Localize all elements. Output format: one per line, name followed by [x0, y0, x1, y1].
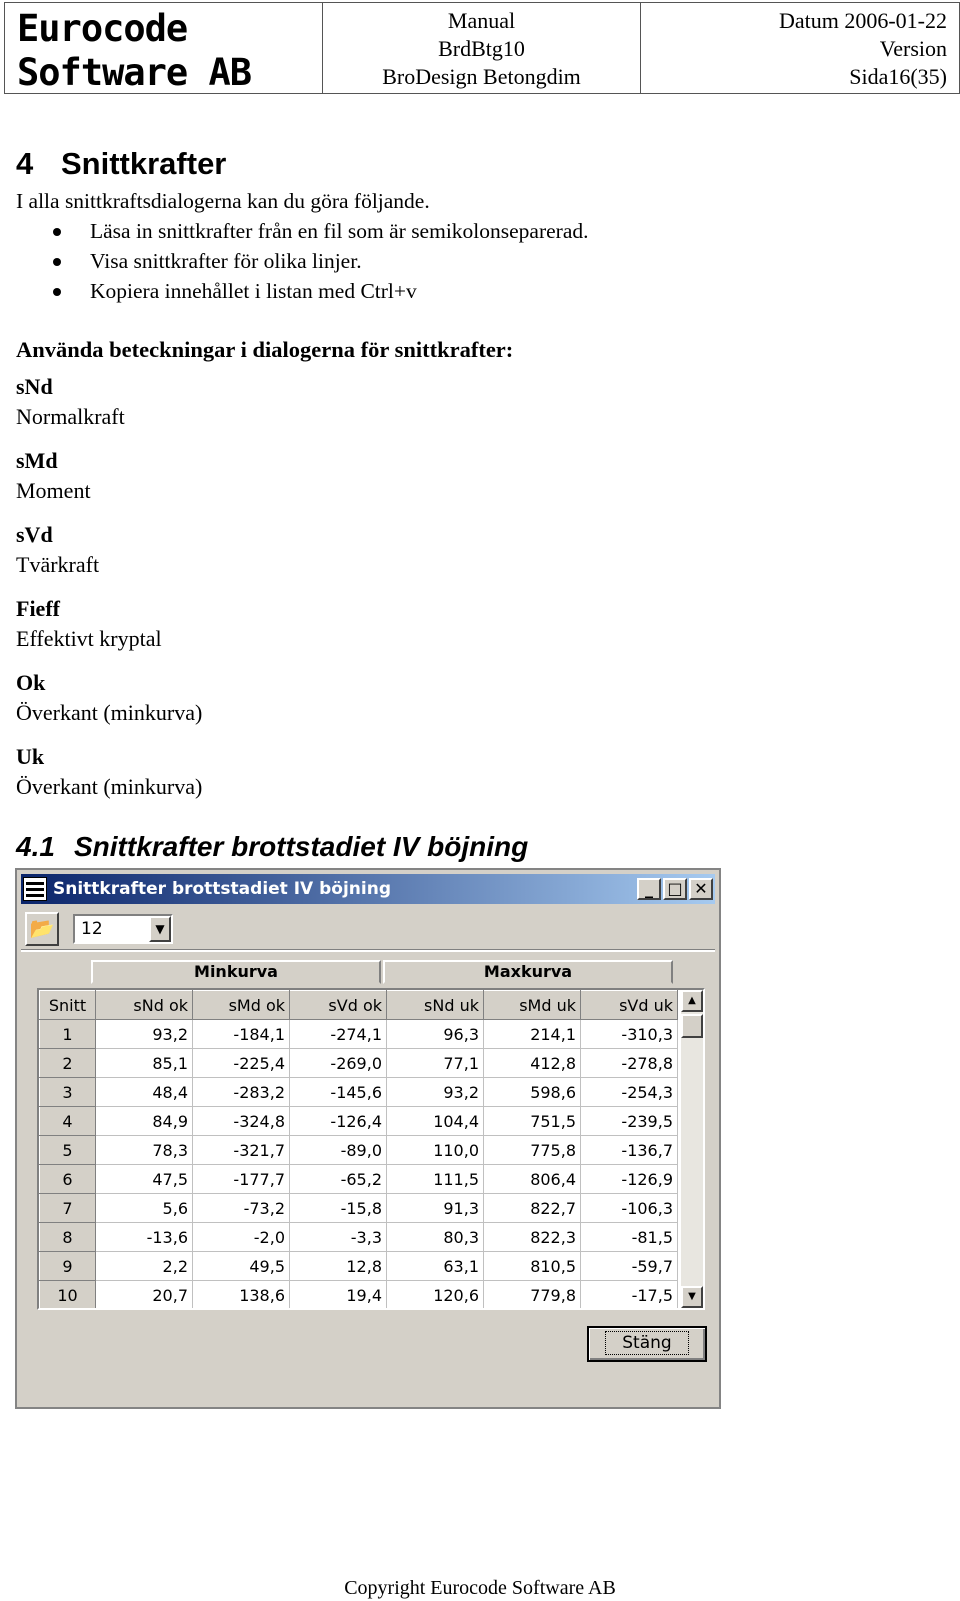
table-cell[interactable]: -17,5 — [581, 1281, 678, 1310]
company-name: Eurocode Software AB — [5, 3, 323, 93]
column-header[interactable]: sNd ok — [96, 991, 193, 1020]
row-header[interactable]: 6 — [40, 1165, 96, 1194]
term-name: sNd — [16, 374, 53, 399]
table-cell[interactable]: -89,0 — [290, 1136, 387, 1165]
table-cell[interactable]: 85,1 — [96, 1049, 193, 1078]
chevron-down-icon[interactable]: ▼ — [149, 916, 171, 942]
forces-table — [39, 990, 678, 1310]
table-cell[interactable]: 93,2 — [96, 1020, 193, 1049]
table-cell[interactable]: 5,6 — [96, 1194, 193, 1223]
section-number: 4 — [16, 146, 34, 181]
table-cell[interactable]: 84,9 — [96, 1107, 193, 1136]
dialog-titlebar[interactable] — [21, 874, 715, 904]
table-cell[interactable]: -126,9 — [581, 1165, 678, 1194]
table-row[interactable] — [40, 1136, 678, 1165]
term-description: Överkant (minkurva) — [16, 774, 203, 799]
row-header[interactable]: 10 — [40, 1281, 96, 1310]
table-cell[interactable]: -239,5 — [581, 1107, 678, 1136]
page-number: Sida16(35) — [849, 64, 947, 89]
section-forces-grid[interactable] — [37, 988, 705, 1310]
table-cell[interactable]: -126,4 — [290, 1107, 387, 1136]
table-body — [40, 1020, 678, 1310]
table-row[interactable] — [40, 1020, 678, 1049]
minimize-button[interactable]: _ — [637, 878, 661, 900]
table-cell[interactable]: 806,4 — [484, 1165, 581, 1194]
row-header[interactable]: 8 — [40, 1223, 96, 1252]
column-header[interactable]: sMd ok — [193, 991, 290, 1020]
column-header[interactable]: sVd ok — [290, 991, 387, 1020]
list-item: Visa snittkrafter för olika linjer. — [50, 246, 589, 276]
dialog-title: Snittkrafter brottstadiet IV böjning — [53, 879, 391, 899]
table-row[interactable] — [40, 1281, 678, 1310]
table-row[interactable] — [40, 1107, 678, 1136]
page-footer: Copyright Eurocode Software AB — [344, 1577, 616, 1599]
row-header[interactable]: 4 — [40, 1107, 96, 1136]
term-description: Effektivt kryptal — [16, 626, 162, 651]
table-cell[interactable]: -283,2 — [193, 1078, 290, 1107]
table-cell[interactable]: -136,7 — [581, 1136, 678, 1165]
table-row[interactable] — [40, 1194, 678, 1223]
intro-text: I alla snittkraftsdialogerna kan du göra följande. — [16, 189, 430, 213]
open-file-button[interactable] — [25, 912, 59, 946]
table-cell[interactable]: 47,5 — [96, 1165, 193, 1194]
table-cell[interactable]: -59,7 — [581, 1252, 678, 1281]
grid-scrollbar[interactable] — [681, 990, 703, 1308]
group-header-minkurva: Minkurva — [91, 960, 381, 984]
scroll-thumb[interactable] — [681, 1014, 703, 1038]
document-meta — [641, 3, 959, 93]
table-cell[interactable]: 2,2 — [96, 1252, 193, 1281]
table-cell[interactable]: -321,7 — [193, 1136, 290, 1165]
row-header[interactable]: 5 — [40, 1136, 96, 1165]
table-row[interactable] — [40, 1078, 678, 1107]
table-cell[interactable]: -225,4 — [193, 1049, 290, 1078]
table-cell[interactable]: -254,3 — [581, 1078, 678, 1107]
notation-heading: Använda beteckningar i dialogerna för snittkrafter: — [16, 337, 514, 362]
table-cell[interactable]: -145,6 — [290, 1078, 387, 1107]
dialog-toolbar — [21, 906, 715, 952]
table-cell[interactable]: -81,5 — [581, 1223, 678, 1252]
row-header[interactable]: 1 — [40, 1020, 96, 1049]
table-row[interactable] — [40, 1165, 678, 1194]
subsection-title: Snittkrafter brottstadiet IV böjning — [74, 831, 529, 862]
table-cell[interactable]: -15,8 — [290, 1194, 387, 1223]
term-name: sVd — [16, 522, 53, 547]
section-title: Snittkrafter — [61, 146, 227, 181]
table-cell[interactable]: -73,2 — [193, 1194, 290, 1223]
table-cell[interactable]: -2,0 — [193, 1223, 290, 1252]
document-info — [323, 3, 641, 93]
table-cell[interactable]: 77,1 — [387, 1049, 484, 1078]
table-cell[interactable]: 598,6 — [484, 1078, 581, 1107]
table-cell[interactable]: 19,4 — [290, 1281, 387, 1310]
section-forces-dialog — [15, 868, 721, 1409]
scroll-down-icon[interactable]: ▼ — [681, 1286, 703, 1308]
table-cell[interactable]: 63,1 — [387, 1252, 484, 1281]
row-header[interactable]: 2 — [40, 1049, 96, 1078]
table-cell[interactable]: -310,3 — [581, 1020, 678, 1049]
doc-type: Manual — [447, 8, 516, 33]
doc-version: Version — [879, 36, 947, 61]
line-select[interactable] — [73, 914, 173, 944]
table-cell[interactable]: 48,4 — [96, 1078, 193, 1107]
term-description: Normalkraft — [16, 404, 125, 429]
table-cell[interactable]: -324,8 — [193, 1107, 290, 1136]
close-button-label: Stäng — [606, 1332, 687, 1354]
line-select-value: 12 — [81, 919, 103, 939]
table-cell[interactable]: 12,8 — [290, 1252, 387, 1281]
column-header[interactable]: sVd uk — [581, 991, 678, 1020]
term-description: Överkant (minkurva) — [16, 700, 203, 725]
table-cell[interactable]: 412,8 — [484, 1049, 581, 1078]
term-name: Fieff — [16, 596, 60, 621]
table-cell[interactable]: -65,2 — [290, 1165, 387, 1194]
table-cell[interactable]: 110,0 — [387, 1136, 484, 1165]
table-cell[interactable]: 779,8 — [484, 1281, 581, 1310]
table-cell[interactable]: 214,1 — [484, 1020, 581, 1049]
close-window-button[interactable]: ✕ — [689, 878, 713, 900]
maximize-button[interactable]: □ — [663, 878, 687, 900]
folder-open-icon: 📂 — [29, 916, 55, 940]
table-cell[interactable]: 111,5 — [387, 1165, 484, 1194]
table-cell[interactable]: 810,5 — [484, 1252, 581, 1281]
doc-date: Datum 2006-01-22 — [778, 8, 947, 33]
table-cell[interactable]: 822,3 — [484, 1223, 581, 1252]
table-cell[interactable]: 822,7 — [484, 1194, 581, 1223]
table-cell[interactable]: 20,7 — [96, 1281, 193, 1310]
table-cell[interactable]: -13,6 — [96, 1223, 193, 1252]
close-button[interactable] — [587, 1326, 707, 1362]
scroll-up-icon[interactable]: ▲ — [681, 990, 703, 1012]
table-cell[interactable]: 78,3 — [96, 1136, 193, 1165]
program-code: BrdBtg10 — [438, 36, 525, 61]
notation-list — [16, 372, 616, 816]
table-cell[interactable]: 138,6 — [193, 1281, 290, 1310]
row-header[interactable]: 7 — [40, 1194, 96, 1223]
table-cell[interactable]: 120,6 — [387, 1281, 484, 1310]
table-row[interactable] — [40, 1252, 678, 1281]
group-header-maxkurva: Maxkurva — [383, 960, 673, 984]
table-cell[interactable]: -274,1 — [290, 1020, 387, 1049]
column-header[interactable]: sMd uk — [484, 991, 581, 1020]
table-cell[interactable]: -278,8 — [581, 1049, 678, 1078]
table-cell[interactable]: 104,4 — [387, 1107, 484, 1136]
term-name: Uk — [16, 744, 45, 769]
table-row[interactable] — [40, 1049, 678, 1078]
table-cell[interactable]: -269,0 — [290, 1049, 387, 1078]
feature-list — [50, 216, 589, 306]
list-item: Kopiera innehållet i listan med Ctrl+v — [50, 276, 589, 306]
table-cell[interactable]: 775,8 — [484, 1136, 581, 1165]
table-cell[interactable]: -3,3 — [290, 1223, 387, 1252]
table-cell[interactable]: -177,7 — [193, 1165, 290, 1194]
window-app-icon[interactable] — [23, 877, 47, 901]
subsection-number: 4.1 — [16, 831, 55, 862]
table-cell[interactable]: 91,3 — [387, 1194, 484, 1223]
section-heading — [16, 144, 226, 184]
page-header — [4, 2, 960, 94]
table-cell[interactable]: 80,3 — [387, 1223, 484, 1252]
table-row[interactable] — [40, 1223, 678, 1252]
row-header[interactable]: 9 — [40, 1252, 96, 1281]
table-cell[interactable]: 96,3 — [387, 1020, 484, 1049]
row-header[interactable]: 3 — [40, 1078, 96, 1107]
table-cell[interactable]: 93,2 — [387, 1078, 484, 1107]
term-description: Tvärkraft — [16, 552, 100, 577]
table-cell[interactable]: 751,5 — [484, 1107, 581, 1136]
table-header-row — [40, 991, 678, 1020]
table-cell[interactable]: -184,1 — [193, 1020, 290, 1049]
column-header[interactable]: Snitt — [40, 991, 96, 1020]
column-header[interactable]: sNd uk — [387, 991, 484, 1020]
table-cell[interactable]: 49,5 — [193, 1252, 290, 1281]
list-item: Läsa in snittkrafter från en fil som är semikolonseparerad. — [50, 216, 589, 246]
subsection-heading — [16, 829, 528, 865]
term-description: Moment — [16, 478, 91, 503]
term-name: sMd — [16, 448, 58, 473]
table-cell[interactable]: -106,3 — [581, 1194, 678, 1223]
program-name: BroDesign Betongdim — [382, 64, 581, 89]
term-name: Ok — [16, 670, 46, 695]
